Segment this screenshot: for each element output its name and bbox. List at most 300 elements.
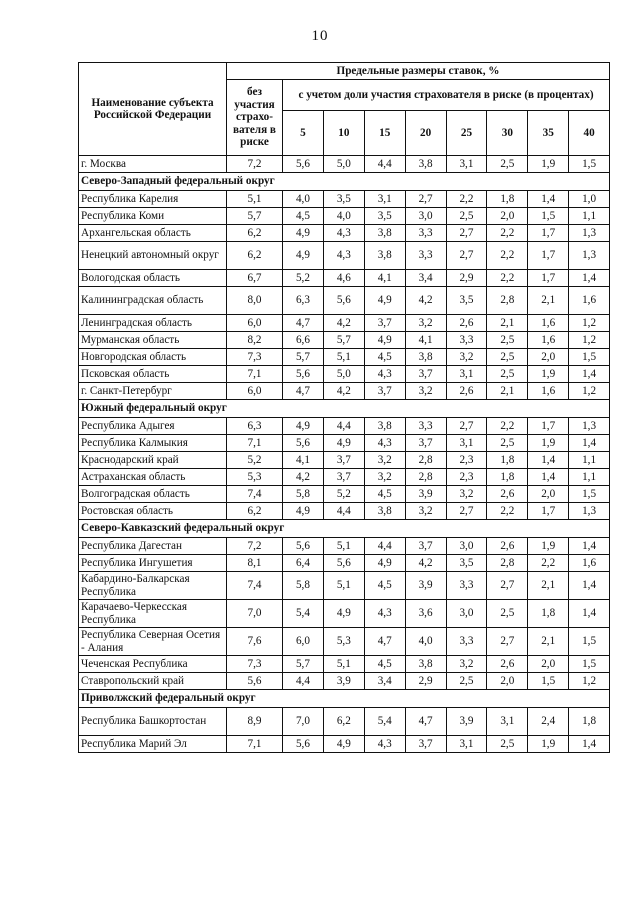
rate-share-cell: 2,0 bbox=[487, 673, 528, 690]
rate-share-cell: 5,6 bbox=[283, 736, 324, 753]
rate-share-cell: 3,7 bbox=[405, 538, 446, 555]
subject-name-cell: Ростовская область bbox=[79, 503, 227, 520]
rate-share-cell: 1,4 bbox=[569, 538, 610, 555]
rate-share-cell: 4,1 bbox=[364, 270, 405, 287]
subject-name-cell: г. Москва bbox=[79, 156, 227, 173]
rate-share-cell: 2,0 bbox=[528, 349, 569, 366]
rate-share-cell: 5,1 bbox=[323, 538, 364, 555]
rate-share-cell: 1,7 bbox=[528, 225, 569, 242]
rate-share-cell: 4,3 bbox=[323, 242, 364, 270]
rate-share-cell: 2,9 bbox=[405, 673, 446, 690]
rate-share-cell: 4,9 bbox=[283, 503, 324, 520]
rate-share-cell: 5,2 bbox=[283, 270, 324, 287]
rate-share-cell: 3,8 bbox=[405, 156, 446, 173]
rate-share-cell: 2,6 bbox=[487, 656, 528, 673]
rate-share-cell: 3,5 bbox=[446, 287, 487, 315]
table-row bbox=[79, 600, 610, 628]
header-without-participation: без участия страхо-вателя в риске bbox=[227, 80, 283, 156]
rate-share-cell: 4,2 bbox=[405, 287, 446, 315]
rate-share-cell: 3,1 bbox=[446, 366, 487, 383]
table-row bbox=[79, 156, 610, 173]
rate-share-cell: 1,6 bbox=[528, 315, 569, 332]
rate-share-cell: 4,4 bbox=[323, 503, 364, 520]
rate-share-cell: 1,5 bbox=[569, 656, 610, 673]
rate-share-cell: 1,0 bbox=[569, 191, 610, 208]
rate-share-cell: 3,3 bbox=[446, 332, 487, 349]
rate-share-cell: 1,2 bbox=[569, 673, 610, 690]
rate-share-cell: 3,7 bbox=[405, 435, 446, 452]
rate-share-cell: 4,2 bbox=[405, 555, 446, 572]
rate-share-cell: 1,8 bbox=[487, 191, 528, 208]
rate-base-cell: 6,2 bbox=[227, 242, 283, 270]
rate-base-cell: 7,2 bbox=[227, 156, 283, 173]
subject-name-cell: Республика Адыгея bbox=[79, 418, 227, 435]
header-percent-15: 15 bbox=[364, 111, 405, 156]
rate-base-cell: 7,0 bbox=[227, 600, 283, 628]
rate-share-cell: 4,3 bbox=[323, 225, 364, 242]
rate-share-cell: 2,3 bbox=[446, 452, 487, 469]
rate-share-cell: 1,6 bbox=[528, 383, 569, 400]
rate-share-cell: 4,9 bbox=[283, 418, 324, 435]
rate-share-cell: 4,7 bbox=[283, 315, 324, 332]
rate-share-cell: 4,9 bbox=[364, 332, 405, 349]
rate-share-cell: 5,4 bbox=[283, 600, 324, 628]
rate-share-cell: 3,3 bbox=[405, 242, 446, 270]
rate-share-cell: 1,1 bbox=[569, 469, 610, 486]
rate-share-cell: 2,2 bbox=[487, 418, 528, 435]
rate-share-cell: 1,7 bbox=[528, 418, 569, 435]
district-row bbox=[79, 520, 610, 538]
table-row bbox=[79, 708, 610, 736]
rate-share-cell: 3,2 bbox=[405, 383, 446, 400]
rate-share-cell: 3,8 bbox=[364, 503, 405, 520]
rate-share-cell: 5,1 bbox=[323, 572, 364, 600]
rate-share-cell: 4,4 bbox=[283, 673, 324, 690]
rate-share-cell: 5,0 bbox=[323, 156, 364, 173]
rate-share-cell: 7,0 bbox=[283, 708, 324, 736]
rate-share-cell: 4,7 bbox=[405, 708, 446, 736]
district-row bbox=[79, 173, 610, 191]
rate-share-cell: 2,5 bbox=[487, 349, 528, 366]
rate-share-cell: 5,0 bbox=[323, 366, 364, 383]
header-percent-35: 35 bbox=[528, 111, 569, 156]
rate-share-cell: 2,5 bbox=[487, 156, 528, 173]
rate-share-cell: 2,5 bbox=[487, 600, 528, 628]
rate-share-cell: 2,7 bbox=[446, 418, 487, 435]
rate-share-cell: 3,9 bbox=[446, 708, 487, 736]
rate-share-cell: 2,2 bbox=[446, 191, 487, 208]
rate-share-cell: 3,1 bbox=[446, 435, 487, 452]
header-percent-30: 30 bbox=[487, 111, 528, 156]
rate-share-cell: 5,3 bbox=[323, 628, 364, 656]
rate-share-cell: 1,4 bbox=[569, 270, 610, 287]
rate-share-cell: 2,1 bbox=[528, 287, 569, 315]
rate-share-cell: 1,8 bbox=[487, 452, 528, 469]
rate-share-cell: 2,4 bbox=[528, 708, 569, 736]
rate-share-cell: 4,9 bbox=[323, 736, 364, 753]
rate-share-cell: 1,8 bbox=[528, 600, 569, 628]
table-row bbox=[79, 225, 610, 242]
table-row bbox=[79, 452, 610, 469]
table-row bbox=[79, 315, 610, 332]
rate-share-cell: 2,8 bbox=[405, 469, 446, 486]
rate-share-cell: 3,3 bbox=[405, 225, 446, 242]
rate-share-cell: 2,6 bbox=[446, 315, 487, 332]
rate-share-cell: 1,8 bbox=[569, 708, 610, 736]
rate-share-cell: 4,5 bbox=[364, 656, 405, 673]
subject-name-cell: Новгородская область bbox=[79, 349, 227, 366]
rate-share-cell: 1,4 bbox=[528, 469, 569, 486]
rate-share-cell: 1,9 bbox=[528, 366, 569, 383]
subject-name-cell: Республика Карелия bbox=[79, 191, 227, 208]
rate-share-cell: 5,8 bbox=[283, 572, 324, 600]
rate-share-cell: 1,5 bbox=[569, 628, 610, 656]
rate-share-cell: 4,5 bbox=[364, 349, 405, 366]
subject-name-cell: Кабардино-Балкарская Республика bbox=[79, 572, 227, 600]
rate-share-cell: 3,9 bbox=[405, 572, 446, 600]
subject-name-cell: Мурманская область bbox=[79, 332, 227, 349]
subject-name-cell: Республика Марий Эл bbox=[79, 736, 227, 753]
rate-base-cell: 7,6 bbox=[227, 628, 283, 656]
rate-share-cell: 2,2 bbox=[487, 225, 528, 242]
rate-share-cell: 3,6 bbox=[405, 600, 446, 628]
rate-share-cell: 4,2 bbox=[323, 315, 364, 332]
table-row bbox=[79, 270, 610, 287]
table-row bbox=[79, 208, 610, 225]
subject-name-cell: Республика Коми bbox=[79, 208, 227, 225]
rate-share-cell: 3,4 bbox=[364, 673, 405, 690]
subject-name-cell: Чеченская Республика bbox=[79, 656, 227, 673]
rate-share-cell: 4,2 bbox=[283, 469, 324, 486]
rate-share-cell: 2,5 bbox=[487, 435, 528, 452]
rate-share-cell: 1,4 bbox=[569, 572, 610, 600]
rate-share-cell: 3,7 bbox=[405, 366, 446, 383]
rate-base-cell: 5,1 bbox=[227, 191, 283, 208]
header-percent-20: 20 bbox=[405, 111, 446, 156]
subject-name-cell: Астраханская область bbox=[79, 469, 227, 486]
subject-name-cell: Архангельская область bbox=[79, 225, 227, 242]
table-row bbox=[79, 656, 610, 673]
subject-name-cell: г. Санкт-Петербург bbox=[79, 383, 227, 400]
rate-share-cell: 4,4 bbox=[364, 156, 405, 173]
header-share-participation: с учетом доли участия страхователя в риске (в процентах) bbox=[283, 80, 610, 111]
rate-share-cell: 3,2 bbox=[446, 656, 487, 673]
rate-share-cell: 6,2 bbox=[323, 708, 364, 736]
rate-share-cell: 4,7 bbox=[364, 628, 405, 656]
rate-share-cell: 1,6 bbox=[569, 555, 610, 572]
rate-share-cell: 4,6 bbox=[323, 270, 364, 287]
table-body bbox=[79, 156, 610, 753]
rate-share-cell: 2,1 bbox=[528, 572, 569, 600]
rate-base-cell: 7,1 bbox=[227, 366, 283, 383]
subject-name-cell: Ленинградская область bbox=[79, 315, 227, 332]
rate-share-cell: 1,9 bbox=[528, 736, 569, 753]
rate-share-cell: 1,3 bbox=[569, 503, 610, 520]
rate-share-cell: 2,2 bbox=[487, 270, 528, 287]
header-percent-40: 40 bbox=[569, 111, 610, 156]
rate-share-cell: 1,5 bbox=[528, 208, 569, 225]
subject-name-cell: Вологодская область bbox=[79, 270, 227, 287]
rate-share-cell: 3,3 bbox=[405, 418, 446, 435]
rate-share-cell: 4,5 bbox=[364, 486, 405, 503]
rate-share-cell: 2,8 bbox=[487, 555, 528, 572]
rate-share-cell: 5,2 bbox=[323, 486, 364, 503]
subject-name-cell: Республика Северная Осетия - Алания bbox=[79, 628, 227, 656]
rate-share-cell: 4,3 bbox=[364, 366, 405, 383]
rate-share-cell: 3,3 bbox=[446, 628, 487, 656]
rate-share-cell: 3,7 bbox=[323, 452, 364, 469]
rate-base-cell: 7,2 bbox=[227, 538, 283, 555]
header-subject-name: Наименование субъекта Российской Федерации bbox=[79, 63, 227, 156]
rate-share-cell: 3,7 bbox=[364, 383, 405, 400]
rate-share-cell: 3,2 bbox=[405, 503, 446, 520]
rate-share-cell: 2,5 bbox=[446, 673, 487, 690]
rate-share-cell: 4,9 bbox=[364, 555, 405, 572]
rate-base-cell: 6,2 bbox=[227, 225, 283, 242]
district-row bbox=[79, 400, 610, 418]
district-heading: Северо-Кавказский федеральный округ bbox=[79, 520, 610, 538]
rate-share-cell: 4,3 bbox=[364, 435, 405, 452]
rate-share-cell: 1,9 bbox=[528, 435, 569, 452]
district-heading: Северо-Западный федеральный округ bbox=[79, 173, 610, 191]
rate-share-cell: 2,5 bbox=[487, 366, 528, 383]
subject-name-cell: Ставропольский край bbox=[79, 673, 227, 690]
rate-share-cell: 1,9 bbox=[528, 156, 569, 173]
rate-share-cell: 5,7 bbox=[283, 656, 324, 673]
rate-base-cell: 7,1 bbox=[227, 435, 283, 452]
rate-share-cell: 2,6 bbox=[487, 538, 528, 555]
rate-share-cell: 2,8 bbox=[487, 287, 528, 315]
rate-share-cell: 3,8 bbox=[405, 656, 446, 673]
rate-share-cell: 2,3 bbox=[446, 469, 487, 486]
table-header bbox=[79, 63, 610, 156]
header-percent-5: 5 bbox=[283, 111, 324, 156]
rate-share-cell: 3,7 bbox=[323, 469, 364, 486]
table-row bbox=[79, 555, 610, 572]
table-row bbox=[79, 287, 610, 315]
rate-share-cell: 2,2 bbox=[528, 555, 569, 572]
rate-share-cell: 2,2 bbox=[487, 242, 528, 270]
rate-share-cell: 4,2 bbox=[323, 383, 364, 400]
rate-share-cell: 5,7 bbox=[283, 349, 324, 366]
rate-share-cell: 1,4 bbox=[569, 366, 610, 383]
rate-share-cell: 1,5 bbox=[528, 673, 569, 690]
rate-share-cell: 5,8 bbox=[283, 486, 324, 503]
rate-share-cell: 2,6 bbox=[487, 486, 528, 503]
rate-share-cell: 3,0 bbox=[405, 208, 446, 225]
rate-share-cell: 1,7 bbox=[528, 242, 569, 270]
table-row bbox=[79, 242, 610, 270]
rate-base-cell: 6,0 bbox=[227, 383, 283, 400]
subject-name-cell: Калининградская область bbox=[79, 287, 227, 315]
rate-base-cell: 5,7 bbox=[227, 208, 283, 225]
table-row bbox=[79, 572, 610, 600]
rate-share-cell: 2,7 bbox=[405, 191, 446, 208]
rate-base-cell: 7,3 bbox=[227, 656, 283, 673]
rate-share-cell: 1,3 bbox=[569, 225, 610, 242]
rate-base-cell: 8,1 bbox=[227, 555, 283, 572]
rate-share-cell: 1,4 bbox=[569, 600, 610, 628]
rate-share-cell: 5,6 bbox=[283, 435, 324, 452]
rate-base-cell: 7,1 bbox=[227, 736, 283, 753]
rate-share-cell: 1,7 bbox=[528, 503, 569, 520]
table-row bbox=[79, 435, 610, 452]
rate-share-cell: 5,1 bbox=[323, 656, 364, 673]
rate-share-cell: 3,5 bbox=[364, 208, 405, 225]
rate-base-cell: 6,7 bbox=[227, 270, 283, 287]
rate-share-cell: 3,9 bbox=[405, 486, 446, 503]
rate-share-cell: 5,1 bbox=[323, 349, 364, 366]
rate-share-cell: 5,7 bbox=[323, 332, 364, 349]
rate-share-cell: 4,9 bbox=[283, 225, 324, 242]
rate-share-cell: 2,2 bbox=[487, 503, 528, 520]
rate-share-cell: 3,9 bbox=[323, 673, 364, 690]
rate-share-cell: 4,5 bbox=[283, 208, 324, 225]
rate-share-cell: 1,4 bbox=[569, 435, 610, 452]
rate-share-cell: 1,7 bbox=[528, 270, 569, 287]
rate-share-cell: 4,4 bbox=[323, 418, 364, 435]
rate-share-cell: 3,2 bbox=[405, 315, 446, 332]
table-row bbox=[79, 736, 610, 753]
subject-name-cell: Республика Башкортостан bbox=[79, 708, 227, 736]
rate-share-cell: 4,3 bbox=[364, 600, 405, 628]
rate-share-cell: 2,0 bbox=[487, 208, 528, 225]
rate-share-cell: 2,5 bbox=[487, 332, 528, 349]
rate-share-cell: 3,7 bbox=[364, 315, 405, 332]
rate-share-cell: 1,9 bbox=[528, 538, 569, 555]
rate-share-cell: 4,7 bbox=[283, 383, 324, 400]
subject-name-cell: Республика Калмыкия bbox=[79, 435, 227, 452]
rate-share-cell: 4,9 bbox=[283, 242, 324, 270]
rate-share-cell: 3,8 bbox=[364, 225, 405, 242]
rate-share-cell: 1,4 bbox=[528, 452, 569, 469]
rate-share-cell: 4,9 bbox=[364, 287, 405, 315]
rate-share-cell: 2,1 bbox=[528, 628, 569, 656]
rate-base-cell: 5,6 bbox=[227, 673, 283, 690]
header-percent-25: 25 bbox=[446, 111, 487, 156]
subject-name-cell: Республика Дагестан bbox=[79, 538, 227, 555]
rate-share-cell: 4,0 bbox=[323, 208, 364, 225]
rates-table bbox=[78, 62, 610, 753]
rate-share-cell: 5,6 bbox=[323, 555, 364, 572]
rate-share-cell: 3,5 bbox=[446, 555, 487, 572]
rate-share-cell: 2,7 bbox=[487, 572, 528, 600]
rate-share-cell: 5,6 bbox=[283, 538, 324, 555]
rate-base-cell: 5,2 bbox=[227, 452, 283, 469]
rate-base-cell: 7,3 bbox=[227, 349, 283, 366]
rate-share-cell: 3,2 bbox=[446, 349, 487, 366]
rate-share-cell: 1,1 bbox=[569, 208, 610, 225]
rate-share-cell: 1,5 bbox=[569, 156, 610, 173]
rate-share-cell: 3,1 bbox=[446, 736, 487, 753]
rate-share-cell: 2,0 bbox=[528, 486, 569, 503]
rate-share-cell: 1,2 bbox=[569, 332, 610, 349]
rate-share-cell: 1,1 bbox=[569, 452, 610, 469]
rate-share-cell: 3,8 bbox=[405, 349, 446, 366]
rate-share-cell: 4,4 bbox=[364, 538, 405, 555]
rate-share-cell: 2,5 bbox=[487, 736, 528, 753]
subject-name-cell: Волгоградская область bbox=[79, 486, 227, 503]
rate-share-cell: 1,4 bbox=[528, 191, 569, 208]
rate-share-cell: 2,7 bbox=[446, 503, 487, 520]
rate-share-cell: 1,2 bbox=[569, 383, 610, 400]
rate-share-cell: 2,8 bbox=[405, 452, 446, 469]
rate-base-cell: 6,3 bbox=[227, 418, 283, 435]
rate-share-cell: 3,1 bbox=[446, 156, 487, 173]
rate-share-cell: 2,7 bbox=[446, 225, 487, 242]
rate-base-cell: 6,2 bbox=[227, 503, 283, 520]
rate-share-cell: 5,6 bbox=[283, 366, 324, 383]
rate-share-cell: 1,3 bbox=[569, 242, 610, 270]
header-percent-10: 10 bbox=[323, 111, 364, 156]
rate-share-cell: 3,8 bbox=[364, 418, 405, 435]
rate-base-cell: 7,4 bbox=[227, 486, 283, 503]
rate-share-cell: 2,0 bbox=[528, 656, 569, 673]
table-row bbox=[79, 538, 610, 555]
page-number: 10 bbox=[311, 28, 329, 44]
rate-share-cell: 2,5 bbox=[446, 208, 487, 225]
rate-share-cell: 5,4 bbox=[364, 708, 405, 736]
rate-share-cell: 6,6 bbox=[283, 332, 324, 349]
rate-share-cell: 2,9 bbox=[446, 270, 487, 287]
subject-name-cell: Ненецкий автономный округ bbox=[79, 242, 227, 270]
rate-share-cell: 1,5 bbox=[569, 349, 610, 366]
table-row bbox=[79, 628, 610, 656]
rate-share-cell: 4,9 bbox=[323, 600, 364, 628]
rate-share-cell: 6,3 bbox=[283, 287, 324, 315]
rate-share-cell: 1,3 bbox=[569, 418, 610, 435]
rate-share-cell: 1,6 bbox=[528, 332, 569, 349]
rate-share-cell: 5,6 bbox=[283, 156, 324, 173]
table-row bbox=[79, 366, 610, 383]
rate-share-cell: 3,2 bbox=[364, 452, 405, 469]
table-row bbox=[79, 349, 610, 366]
subject-name-cell: Краснодарский край bbox=[79, 452, 227, 469]
rate-share-cell: 4,5 bbox=[364, 572, 405, 600]
rate-share-cell: 3,2 bbox=[446, 486, 487, 503]
rate-base-cell: 8,9 bbox=[227, 708, 283, 736]
rate-share-cell: 3,0 bbox=[446, 538, 487, 555]
subject-name-cell: Псковская область bbox=[79, 366, 227, 383]
rate-share-cell: 3,1 bbox=[487, 708, 528, 736]
rate-base-cell: 8,2 bbox=[227, 332, 283, 349]
table-row bbox=[79, 332, 610, 349]
rate-share-cell: 2,7 bbox=[487, 628, 528, 656]
rate-share-cell: 2,1 bbox=[487, 383, 528, 400]
rate-base-cell: 7,4 bbox=[227, 572, 283, 600]
header-rate-limits: Предельные размеры ставок, % bbox=[227, 63, 610, 80]
rate-base-cell: 5,3 bbox=[227, 469, 283, 486]
rate-share-cell: 1,4 bbox=[569, 736, 610, 753]
rate-share-cell: 3,5 bbox=[323, 191, 364, 208]
rate-share-cell: 4,0 bbox=[283, 191, 324, 208]
table-row bbox=[79, 486, 610, 503]
rate-share-cell: 3,8 bbox=[364, 242, 405, 270]
table-row bbox=[79, 383, 610, 400]
rate-share-cell: 2,7 bbox=[446, 242, 487, 270]
rate-share-cell: 5,6 bbox=[323, 287, 364, 315]
rate-share-cell: 4,3 bbox=[364, 736, 405, 753]
rate-share-cell: 3,2 bbox=[364, 469, 405, 486]
subject-name-cell: Республика Ингушетия bbox=[79, 555, 227, 572]
rate-share-cell: 3,0 bbox=[446, 600, 487, 628]
rate-base-cell: 8,0 bbox=[227, 287, 283, 315]
table-row bbox=[79, 469, 610, 486]
district-heading: Южный федеральный округ bbox=[79, 400, 610, 418]
table-row bbox=[79, 673, 610, 690]
rate-share-cell: 1,2 bbox=[569, 315, 610, 332]
table-row bbox=[79, 418, 610, 435]
